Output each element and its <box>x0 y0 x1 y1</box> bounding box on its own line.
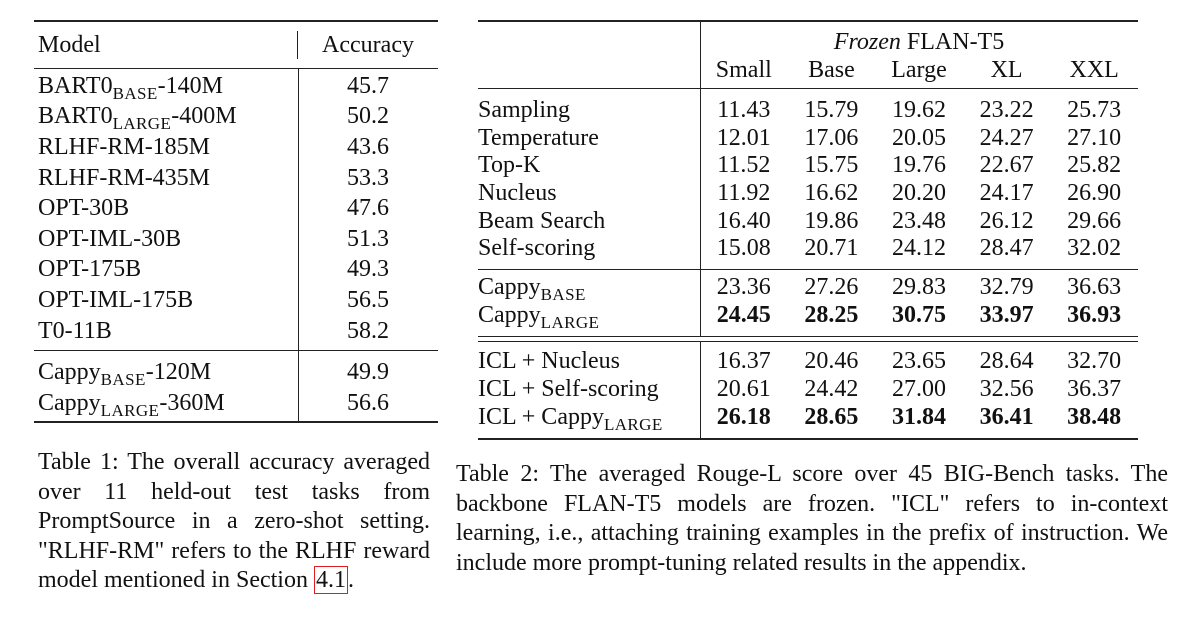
score-value: 22.67 <box>979 152 1034 179</box>
score-value: 36.93 <box>1067 302 1122 329</box>
model-size-header: XXL <box>1069 56 1119 83</box>
score-value: 23.48 <box>891 207 946 234</box>
model-size-header: Small <box>715 56 772 83</box>
score-value: 11.52 <box>717 152 771 179</box>
method-name: Self-scoring <box>478 235 596 262</box>
score-value: 19.62 <box>891 97 946 124</box>
score-value: 20.61 <box>716 376 771 403</box>
score-value: 32.02 <box>1067 235 1122 262</box>
table-1-caption <box>38 448 430 596</box>
table-row <box>34 193 438 224</box>
label-prefix: RLHF-RM-435M <box>38 164 211 191</box>
score-value: 25.82 <box>1067 152 1122 179</box>
table-row <box>34 316 438 347</box>
accuracy-value: 58.2 <box>347 317 389 344</box>
label-suffix: -120M <box>145 359 212 386</box>
method-name <box>478 404 700 435</box>
label-subscript: BASE <box>112 83 158 103</box>
score-value: 24.17 <box>979 180 1034 207</box>
score-value: 19.86 <box>804 207 859 234</box>
score-value: 29.83 <box>891 274 946 301</box>
score-value: 17.06 <box>804 124 859 151</box>
accuracy-column-header: Accuracy <box>322 31 414 58</box>
label-prefix: OPT-IML-30B <box>38 225 182 252</box>
score-value: 26.18 <box>716 404 771 431</box>
method-name <box>478 302 700 333</box>
label-prefix: OPT-IML-175B <box>38 286 194 313</box>
label-prefix: BART0 <box>38 72 113 99</box>
model-name <box>34 318 298 345</box>
table-row <box>478 302 1138 333</box>
model-name <box>34 287 298 314</box>
model-name <box>34 134 298 161</box>
score-value: 26.12 <box>979 207 1034 234</box>
score-value: 28.25 <box>804 302 859 329</box>
accuracy-value: 56.5 <box>347 286 389 313</box>
method-name: Top-K <box>478 152 541 179</box>
score-value: 28.64 <box>979 348 1034 375</box>
score-value: 24.12 <box>891 235 946 262</box>
score-value: 26.90 <box>1067 180 1122 207</box>
caption-end: . <box>347 567 354 594</box>
table-row <box>34 102 438 133</box>
score-value: 32.70 <box>1067 348 1122 375</box>
score-value: 27.26 <box>804 274 859 301</box>
model-size-header: Base <box>808 56 855 83</box>
score-value: 27.00 <box>891 376 946 403</box>
score-value: 28.47 <box>979 235 1034 262</box>
score-value: 24.27 <box>979 124 1034 151</box>
table-row <box>478 348 1138 376</box>
score-value: 11.92 <box>717 180 771 207</box>
frozen-flan-t5-header: Frozen FLAN-T5 <box>833 28 1005 55</box>
label-prefix: BART0 <box>38 103 113 130</box>
table-1-header <box>34 22 438 68</box>
score-value: 16.62 <box>804 180 859 207</box>
model-name <box>34 359 298 390</box>
table-row <box>34 388 438 419</box>
table-row <box>34 224 438 255</box>
score-value: 23.22 <box>979 97 1034 124</box>
score-value: 36.63 <box>1067 274 1122 301</box>
label-prefix: ICL + Self-scoring <box>478 376 659 403</box>
bottom-rule <box>34 421 438 423</box>
table-1 <box>34 20 438 423</box>
accuracy-value: 47.6 <box>347 195 389 222</box>
score-value: 29.66 <box>1067 207 1122 234</box>
score-value: 24.45 <box>716 302 771 329</box>
method-name: Temperature <box>478 124 599 151</box>
baseline-models-group <box>34 69 438 350</box>
score-value: 25.73 <box>1067 97 1122 124</box>
model-name <box>34 195 298 222</box>
accuracy-value: 45.7 <box>347 72 389 99</box>
score-value: 20.20 <box>891 180 946 207</box>
model-column-header: Model <box>34 31 298 59</box>
label-prefix: ICL + Nucleus <box>478 348 620 375</box>
cappy-models-group <box>34 351 438 420</box>
bottom-rule <box>478 438 1138 440</box>
model-name <box>34 103 298 134</box>
label-prefix: T0-11B <box>38 317 112 344</box>
score-value: 30.75 <box>891 302 946 329</box>
model-size-header: XL <box>990 56 1023 83</box>
score-value: 12.01 <box>716 124 771 151</box>
label-subscript: LARGE <box>100 400 160 420</box>
method-name <box>478 348 700 375</box>
score-value: 36.37 <box>1067 376 1122 403</box>
table-row <box>478 235 1138 263</box>
table-row <box>478 152 1138 180</box>
table-row <box>478 376 1138 404</box>
table-row <box>478 97 1138 125</box>
label-prefix: OPT-30B <box>38 195 130 222</box>
label-subscript: LARGE <box>540 313 600 333</box>
label-subscript: BASE <box>100 370 146 390</box>
label-subscript: LARGE <box>112 114 172 134</box>
score-value: 38.48 <box>1067 404 1122 431</box>
method-name: Beam Search <box>478 207 606 234</box>
decoding-methods-group <box>478 89 1138 269</box>
method-name <box>478 376 700 403</box>
table-row <box>34 357 438 388</box>
table-2-caption: Table 2: The averaged Rouge-L score over 45 BIG-Bench tasks. The backbone FLAN-T5 models are frozen. "ICL" refers to in-context learning, i.e., attaching training examples in the prefix of instruction. We include more prompt-tuning related results in the appendix. <box>456 461 1168 576</box>
score-value: 16.37 <box>716 348 771 375</box>
model-name <box>34 72 298 103</box>
score-value: 23.36 <box>716 274 771 301</box>
icl-group <box>478 342 1138 438</box>
score-value: 23.65 <box>891 348 946 375</box>
table-2 <box>478 20 1138 440</box>
accuracy-value: 43.6 <box>347 133 389 160</box>
table-row <box>34 285 438 316</box>
label-prefix: ICL + Cappy <box>478 404 604 431</box>
accuracy-value: 49.9 <box>347 359 389 386</box>
table-row <box>34 255 438 286</box>
cappy-group <box>478 270 1138 336</box>
model-name <box>34 165 298 192</box>
label-suffix: -360M <box>159 389 225 416</box>
score-value: 31.84 <box>891 404 946 431</box>
label-prefix: OPT-175B <box>38 256 142 283</box>
accuracy-value: 49.3 <box>347 256 389 283</box>
table-row <box>34 71 438 102</box>
model-name <box>34 256 298 283</box>
score-value: 32.79 <box>979 274 1034 301</box>
score-value: 32.56 <box>979 376 1034 403</box>
score-value: 15.08 <box>716 235 771 262</box>
model-name <box>34 226 298 253</box>
caption-text: Table 1: The overall accuracy averaged over 11 held-out test tasks from PromptSource in a zero-shot setting. "RLHF-RM" refers to the RLHF reward model mentioned in Section <box>38 449 430 594</box>
label-suffix: -140M <box>157 72 223 99</box>
table-row <box>478 207 1138 235</box>
label-suffix: -400M <box>171 103 237 130</box>
label-prefix: Cappy <box>38 389 101 416</box>
score-value: 15.75 <box>804 152 859 179</box>
label-subscript: LARGE <box>603 415 663 435</box>
method-name <box>478 274 700 305</box>
section-reference-link[interactable]: 4.1 <box>315 567 346 594</box>
score-value: 16.40 <box>716 207 771 234</box>
table-row <box>34 132 438 163</box>
accuracy-value: 56.6 <box>347 389 389 416</box>
label-prefix: Cappy <box>38 359 101 386</box>
table-row <box>478 180 1138 208</box>
score-value: 20.71 <box>804 235 859 262</box>
table-row <box>478 125 1138 153</box>
table-2-header <box>478 22 1138 88</box>
model-size-header: Large <box>891 56 947 83</box>
accuracy-value: 51.3 <box>347 225 389 252</box>
score-value: 15.79 <box>804 97 859 124</box>
score-value: 36.41 <box>979 404 1034 431</box>
score-value: 27.10 <box>1067 124 1122 151</box>
score-value: 28.65 <box>804 404 859 431</box>
method-name: Sampling <box>478 97 571 124</box>
score-value: 20.46 <box>804 348 859 375</box>
table-row <box>478 404 1138 435</box>
table-row <box>34 163 438 194</box>
label-prefix: Cappy <box>478 302 541 329</box>
method-name: Nucleus <box>478 180 557 207</box>
accuracy-value: 53.3 <box>347 164 389 191</box>
score-value: 20.05 <box>891 124 946 151</box>
label-subscript: BASE <box>540 285 586 305</box>
label-prefix: Cappy <box>478 274 541 301</box>
accuracy-value: 50.2 <box>347 103 389 130</box>
score-value: 11.43 <box>717 97 771 124</box>
score-value: 24.42 <box>804 376 859 403</box>
model-name <box>34 389 298 420</box>
score-value: 33.97 <box>979 302 1034 329</box>
table-row <box>478 274 1138 305</box>
score-value: 19.76 <box>891 152 946 179</box>
label-prefix: RLHF-RM-185M <box>38 133 211 160</box>
